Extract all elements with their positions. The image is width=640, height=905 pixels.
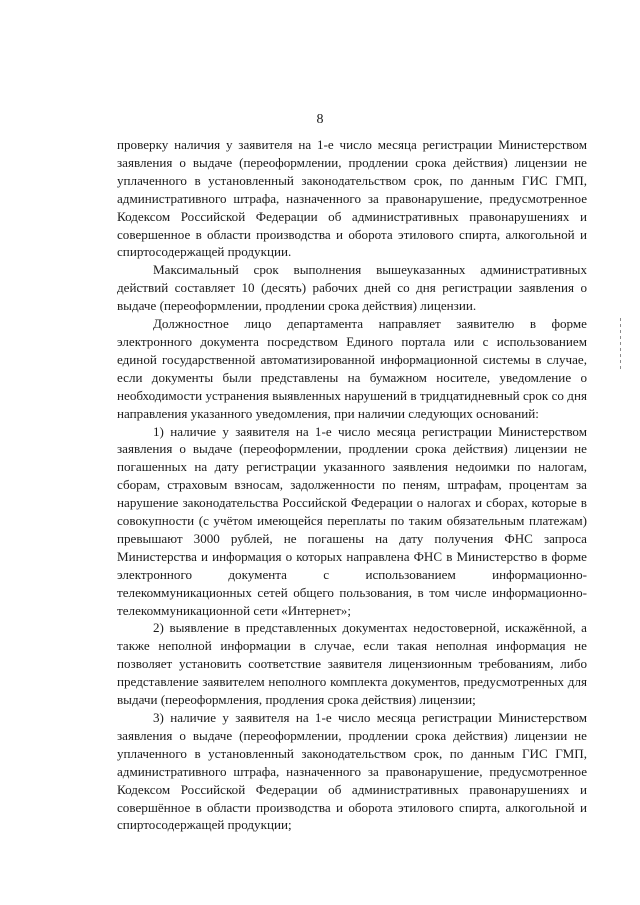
paragraph-continuation: проверку наличия у заявителя на 1-е число месяца регистрации Министерством заявления о выдаче (переоформлении, продлении срока действия) лицензии не уплаченного в установленный законодательством срок, по данным ГИС ГМП, административного штрафа, назначенного за правонарушение, предусмотренное Кодексом Российской Федерации об административных правонарушениях и совершенное в области производства и оборота этилового спирта, алкогольной и спиртосодержащей продукции. xyxy=(117,137,587,260)
paragraph-deadline: Максимальный срок выполнения вышеуказанных административных действий составляет 10 (десять) рабочих дней со дня регистрации заявления о выдаче (переоформлении, продлении срока действия) лицензии. xyxy=(117,262,587,314)
list-item-inaccurate-info: 2) выявление в представленных документах недостоверной, искажённой, а также неполной информации в случае, если такая неполная информация не позволяет установить соответствие заявителя лицензионным требованиям, либо представление заявителем неполного комплекта документов, предусмотренных для выдачи (переоформления, продления срока действия) лицензии; xyxy=(117,620,587,708)
list-item-unpaid-fine: 3) наличие у заявителя на 1-е число месяца регистрации Министерством заявления о выдаче (переоформлении, продлении срока действия) лицензии не уплаченного в установленный законодательством срок, по данным ГИС ГМП, административного штрафа, назначенного за правонарушение, предусмотренное Кодексом Российской Федерации об административных правонарушениях и совершённое в области производства и оборота этилового спирта, алкогольной и спиртосодержащей продукции; xyxy=(117,710,587,833)
scan-artifact-mark xyxy=(620,318,621,370)
list-item-tax-arrears: 1) наличие у заявителя на 1-е число месяца регистрации Министерством заявления о выдаче (переоформлении, продлении срока действия) лицензии не погашенных на дату регистрации указанного заявления недоимки по налогам, сборам, страховым взносам, задолженности по пеням, штрафам, процентам за нарушение законодательства Российской Федерации о налогах и сборах, которые в совокупности (с учётом имеющейся переплаты по таким обязательным платежам) превышают 3000 рублей, не погашены на дату получения ФНС запроса Министерства и информация о которых направлена ФНС в Министерство в форме электронного документа с использованием информационно-телекоммуникационных сетей общего пользования, в том числе информационно-телекоммуникационной сети «Интернет»; xyxy=(117,423,587,618)
paragraph-notification: Должностное лицо департамента направляет заявителю в форме электронного документа посредством Единого портала или с использованием единой государственной автоматизированной информационной системы в случае, если документы были представлены на бумажном носителе, уведомление о необходимости устранения выявленных нарушений в тридцатидневный срок со дня направления указанного уведомления, при наличии следующих оснований: xyxy=(117,316,587,421)
document-body xyxy=(117,136,587,834)
page-number: 8 xyxy=(316,112,324,127)
